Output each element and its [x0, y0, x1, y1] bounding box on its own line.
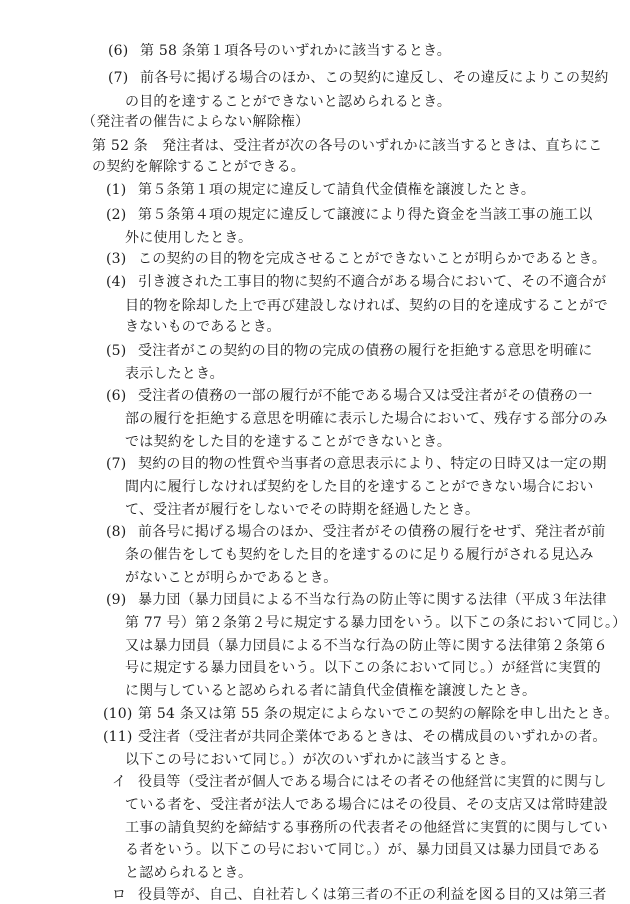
article-text: 第 52 条 発注者は、受注者が次の各号のいずれかに該当するときは、直ちにこ	[92, 138, 603, 154]
list-item	[106, 523, 605, 541]
continuation-text: 間内に履行しなければ契約をした目的を達することができない場合におい	[125, 479, 594, 495]
list-item	[106, 342, 592, 360]
item-text: 第 54 条又は第 55 条の規定によらないでこの契約の解除を申し出たとき。	[138, 706, 619, 722]
list-item	[106, 455, 607, 473]
item-text: 第 58 条第１項各号のいずれかに該当するとき。	[140, 43, 451, 59]
item-text: 暴力団（暴力団員による不当な行為の防止等に関する法律（平成３年法律	[138, 592, 607, 608]
list-item	[108, 42, 451, 60]
continuation-text: きないものであるとき。	[125, 319, 281, 335]
list-item	[106, 181, 535, 199]
continuation-text: では契約をした目的を達することができないとき。	[125, 434, 452, 450]
item-text: 第５条第４項の規定に違反して譲渡により得た資金を当該工事の施工以	[138, 207, 593, 223]
item-number: (9)	[106, 592, 127, 608]
item-number: (1)	[106, 182, 127, 198]
item-number: (7)	[108, 70, 129, 86]
item-text: 受注者がこの契約の目的物の完成の債務の履行を拒絶する意思を明確に	[138, 343, 593, 359]
item-text: 契約の目的物の性質や当事者の意思表示により、特定の日時又は一定の期	[138, 456, 607, 472]
list-item	[106, 387, 592, 405]
item-number: (3)	[106, 251, 127, 267]
list-item	[106, 591, 607, 609]
continuation-text: 工事の請負契約を締結する事務所の代表者その他経営に実質的に関与してい	[125, 820, 608, 836]
list-item	[103, 728, 607, 746]
item-text: 前各号に掲げる場合のほか、この契約に違反し、その違反によりこの契約	[140, 70, 609, 86]
item-number: (10)	[103, 706, 133, 722]
continuation-text: の目的を達することができないと認められるとき。	[125, 94, 452, 110]
item-number: (8)	[106, 524, 127, 540]
list-item	[108, 69, 609, 87]
continuation-text: 又は暴力団員（暴力団員による不当な行為の防止等に関する法律第２条第６	[125, 638, 608, 654]
item-number: (2)	[106, 207, 127, 223]
continuation-text: ている者を、受注者が法人である場合にはその役員、その支店又は常時建設	[125, 797, 608, 813]
continuation-text: の契約を解除することができる。	[92, 159, 305, 175]
item-text: 第５条第１項の規定に違反して請負代金債権を譲渡したとき。	[138, 182, 536, 198]
continuation-text: 部の履行を拒絶する意思を明確に表示した場合において、残存する部分のみ	[125, 411, 608, 427]
item-text: 前各号に掲げる場合のほか、受注者がその債務の履行をせず、発注者が前	[138, 524, 606, 540]
continuation-text: る者をいう。以下この号において同じ。）が、暴力団員又は暴力団員である	[125, 842, 601, 858]
list-item	[106, 273, 606, 291]
item-text: 役員等が、自己、自社若しくは第三者の不正の利益を図る目的又は第三者	[138, 887, 607, 903]
item-text: 役員等（受注者が個人である場合にはその者その他経営に実質的に関与し	[138, 774, 607, 790]
continuation-text: 以下この号において同じ。）が次のいずれかに該当するとき。	[125, 752, 516, 768]
item-text: この契約の目的物を完成させることができないことが明らかであるとき。	[138, 251, 607, 267]
list-item	[106, 206, 592, 224]
continuation-text: 目的物を除却した上で再び建設しなければ、契約の目的を達成することがで	[125, 298, 608, 314]
item-number: (6)	[106, 388, 127, 404]
item-number: (7)	[106, 456, 127, 472]
continuation-text: 表示したとき。	[125, 366, 224, 382]
list-item	[106, 250, 606, 268]
item-number: (11)	[103, 729, 133, 745]
list-item	[103, 705, 618, 723]
list-item	[112, 773, 607, 791]
item-number: イ	[112, 774, 127, 790]
item-text: 引き渡された工事目的物に契約不適合がある場合において、その不適合が	[138, 274, 607, 290]
item-text: 受注者の債務の一部の履行が不能である場合又は受注者がその債務の一	[138, 388, 593, 404]
item-number: (5)	[106, 343, 127, 359]
continuation-text: 号に規定する暴力団員をいう。以下この条において同じ。）が経営に実質的	[125, 660, 601, 676]
item-text: 受注者（受注者が共同企業体であるときは、その構成員のいずれかの者。	[138, 729, 607, 745]
item-number: (6)	[108, 43, 129, 59]
continuation-text: 第 77 号）第２条第２号に規定する暴力団をいう。以下この条において同じ。）	[125, 615, 627, 631]
list-item	[112, 886, 607, 904]
continuation-text: に関与していると認められる者に請負代金債権を譲渡したとき。	[125, 683, 537, 699]
continuation-text: と認められるとき。	[125, 865, 253, 881]
continuation-text: 外に使用したとき。	[125, 230, 253, 246]
item-number: ロ	[112, 887, 127, 903]
item-number: (4)	[106, 274, 127, 290]
section-heading: （発注者の催告によらない解除権）	[82, 114, 310, 130]
continuation-text: 条の催告をしても契約をした目的を達するのに足りる履行がされる見込み	[125, 547, 594, 563]
continuation-text: て、受注者が履行をしないでその時期を経過したとき。	[125, 502, 480, 518]
continuation-text: がないことが明らかであるとき。	[125, 570, 338, 586]
